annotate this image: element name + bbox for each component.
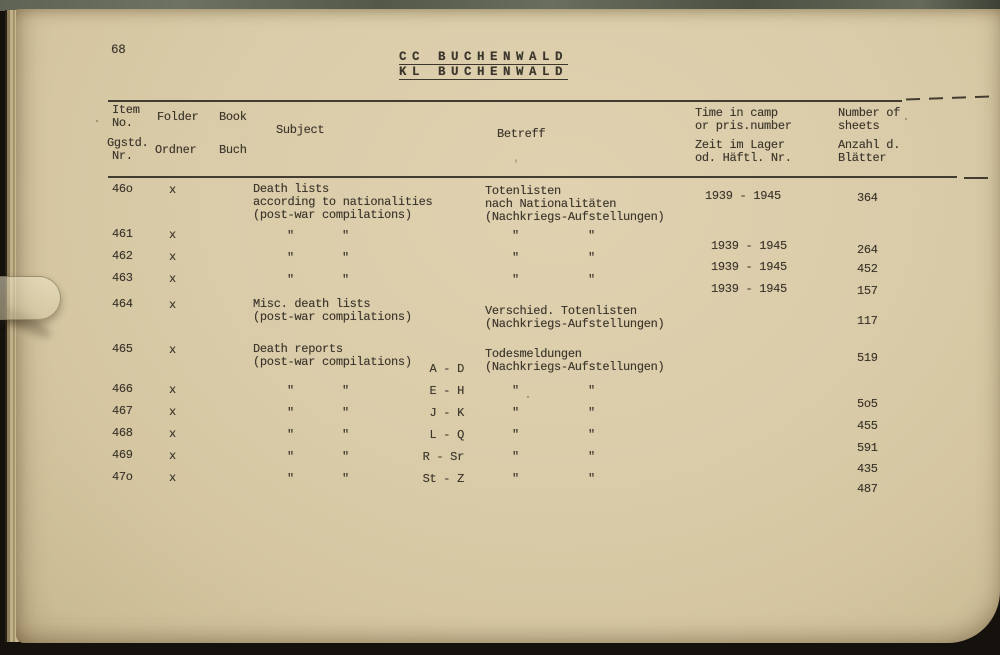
header-folder-de: Ordner: [155, 143, 197, 157]
row-folder-mark: x: [169, 427, 176, 441]
header-sheets-de-2: Blätter: [838, 151, 887, 165]
row-subject-line: according to nationalities: [253, 195, 433, 209]
header-folder-en: Folder: [157, 110, 199, 124]
row-item-no: 466: [112, 382, 133, 396]
row-subject-ditto: ": [342, 406, 349, 420]
page-tab: [0, 276, 61, 320]
row-sheet-count: 455: [857, 419, 878, 433]
header-book-en: Book: [219, 110, 247, 124]
row-betreff-line: Verschied. Totenlisten: [485, 304, 637, 318]
row-sheet-count: 591: [857, 441, 878, 455]
row-subject-ditto: ": [287, 406, 294, 420]
row-betreff-ditto: ": [588, 384, 595, 398]
row-sheet-count: 452: [857, 262, 878, 276]
row-item-no: 463: [112, 271, 133, 285]
row-sheet-count: 264: [857, 243, 878, 257]
page-number: 68: [111, 43, 126, 57]
row-betreff-ditto: ": [588, 229, 595, 243]
row-subject-line: Death reports: [253, 342, 343, 356]
row-betreff-ditto: ": [512, 406, 519, 420]
row-betreff-ditto: ": [588, 472, 595, 486]
row-folder-mark: x: [169, 183, 176, 197]
row-subject-ditto: ": [287, 384, 294, 398]
row-subject-ditto: ": [287, 273, 294, 287]
header-time-en-2: or pris.number: [695, 119, 792, 133]
row-subject-ditto: ": [342, 229, 349, 243]
row-sheet-count: 435: [857, 462, 878, 476]
row-betreff-line: (Nachkriegs-Aufstellungen): [485, 360, 665, 374]
row-sheet-count: 117: [857, 314, 878, 328]
row-betreff-line: (Nachkriegs-Aufstellungen): [485, 317, 665, 331]
row-item-no: 467: [112, 404, 133, 418]
row-subject-line: (post-war compilations): [253, 208, 412, 222]
row-folder-mark: x: [169, 250, 176, 264]
header-subject-en: Subject: [276, 123, 325, 137]
row-betreff-ditto: ": [512, 251, 519, 265]
row-subject-ditto: ": [287, 472, 294, 486]
row-betreff-ditto: ": [588, 428, 595, 442]
row-time-in-camp: 1939 - 1945: [711, 260, 787, 274]
row-betreff-ditto: ": [512, 428, 519, 442]
row-subject-ditto: ": [342, 428, 349, 442]
row-subject-ditto: ": [287, 229, 294, 243]
row-item-no: 47o: [112, 470, 133, 484]
row-subject-line: Death lists: [253, 182, 329, 196]
row-item-no: 468: [112, 426, 133, 440]
header-time-en-1: Time in camp: [695, 106, 778, 120]
row-alpha-range: St - Z: [422, 472, 464, 486]
row-subject-ditto: ": [287, 251, 294, 265]
row-subject-ditto: ": [287, 450, 294, 464]
title-german: KL BUCHENWALD: [399, 65, 569, 79]
header-time-de-2: od. Häftl. Nr.: [695, 151, 792, 165]
row-time-in-camp: 1939 - 1945: [711, 239, 787, 253]
row-betreff-ditto: ": [588, 450, 595, 464]
row-subject-ditto: ": [342, 384, 349, 398]
row-subject-line: (post-war compilations): [253, 355, 412, 369]
row-folder-mark: x: [169, 405, 176, 419]
row-folder-mark: x: [169, 449, 176, 463]
row-subject-ditto: ": [287, 428, 294, 442]
row-item-no: 464: [112, 297, 133, 311]
header-item-en-1: Item: [112, 103, 140, 117]
row-betreff-line: nach Nationalitäten: [485, 197, 617, 211]
title-english: CC BUCHENWALD: [399, 50, 569, 64]
header-book-de: Buch: [219, 143, 247, 157]
header-item-de-1: Ggstd.: [107, 136, 149, 150]
row-betreff-ditto: ": [588, 273, 595, 287]
row-betreff-ditto: ": [512, 384, 519, 398]
row-betreff-ditto: ": [588, 406, 595, 420]
row-betreff-line: Todesmeldungen: [485, 347, 582, 361]
row-betreff-ditto: ": [588, 251, 595, 265]
row-item-no: 462: [112, 249, 133, 263]
row-alpha-range: R - Sr: [422, 450, 464, 464]
header-sheets-en-1: Number of: [838, 106, 901, 120]
row-betreff-ditto: ": [512, 450, 519, 464]
row-betreff-line: Totenlisten: [485, 184, 561, 198]
row-subject-line: (post-war compilations): [253, 310, 412, 324]
header-time-de-1: Zeit im Lager: [695, 138, 785, 152]
row-betreff-ditto: ": [512, 273, 519, 287]
row-item-no: 461: [112, 227, 133, 241]
scan-artifact-mark: ': [513, 160, 520, 171]
row-subject-line: Misc. death lists: [253, 297, 371, 311]
row-alpha-range: J - K: [429, 406, 464, 420]
row-folder-mark: x: [169, 343, 176, 357]
row-item-no: 469: [112, 448, 133, 462]
header-item-de-2: Nr.: [112, 149, 133, 163]
row-subject-ditto: ": [342, 251, 349, 265]
row-sheet-count: 364: [857, 191, 878, 205]
row-sheet-count: 5o5: [857, 397, 878, 411]
row-betreff-ditto: ": [512, 229, 519, 243]
header-sheets-de-1: Anzahl d.: [838, 138, 901, 152]
row-sheet-count: 157: [857, 284, 878, 298]
header-sheets-en-2: sheets: [838, 119, 880, 133]
row-folder-mark: x: [169, 298, 176, 312]
row-alpha-range: L - Q: [429, 428, 464, 442]
row-alpha-range: A - D: [429, 362, 464, 376]
row-time-in-camp: 1939 - 1945: [705, 189, 781, 203]
row-alpha-range: E - H: [429, 384, 464, 398]
row-subject-ditto: ": [342, 472, 349, 486]
row-subject-ditto: ": [342, 450, 349, 464]
row-betreff-line: (Nachkriegs-Aufstellungen): [485, 210, 665, 224]
row-sheet-count: 487: [857, 482, 878, 496]
row-subject-ditto: ": [342, 273, 349, 287]
row-item-no: 46o: [112, 182, 133, 196]
row-sheet-count: 519: [857, 351, 878, 365]
row-betreff-ditto: ": [512, 472, 519, 486]
row-folder-mark: x: [169, 272, 176, 286]
header-item-en-2: No.: [112, 116, 133, 130]
row-folder-mark: x: [169, 471, 176, 485]
row-folder-mark: x: [169, 383, 176, 397]
header-subject-de: Betreff: [497, 127, 546, 141]
row-folder-mark: x: [169, 228, 176, 242]
row-time-in-camp: 1939 - 1945: [711, 282, 787, 296]
row-item-no: 465: [112, 342, 133, 356]
